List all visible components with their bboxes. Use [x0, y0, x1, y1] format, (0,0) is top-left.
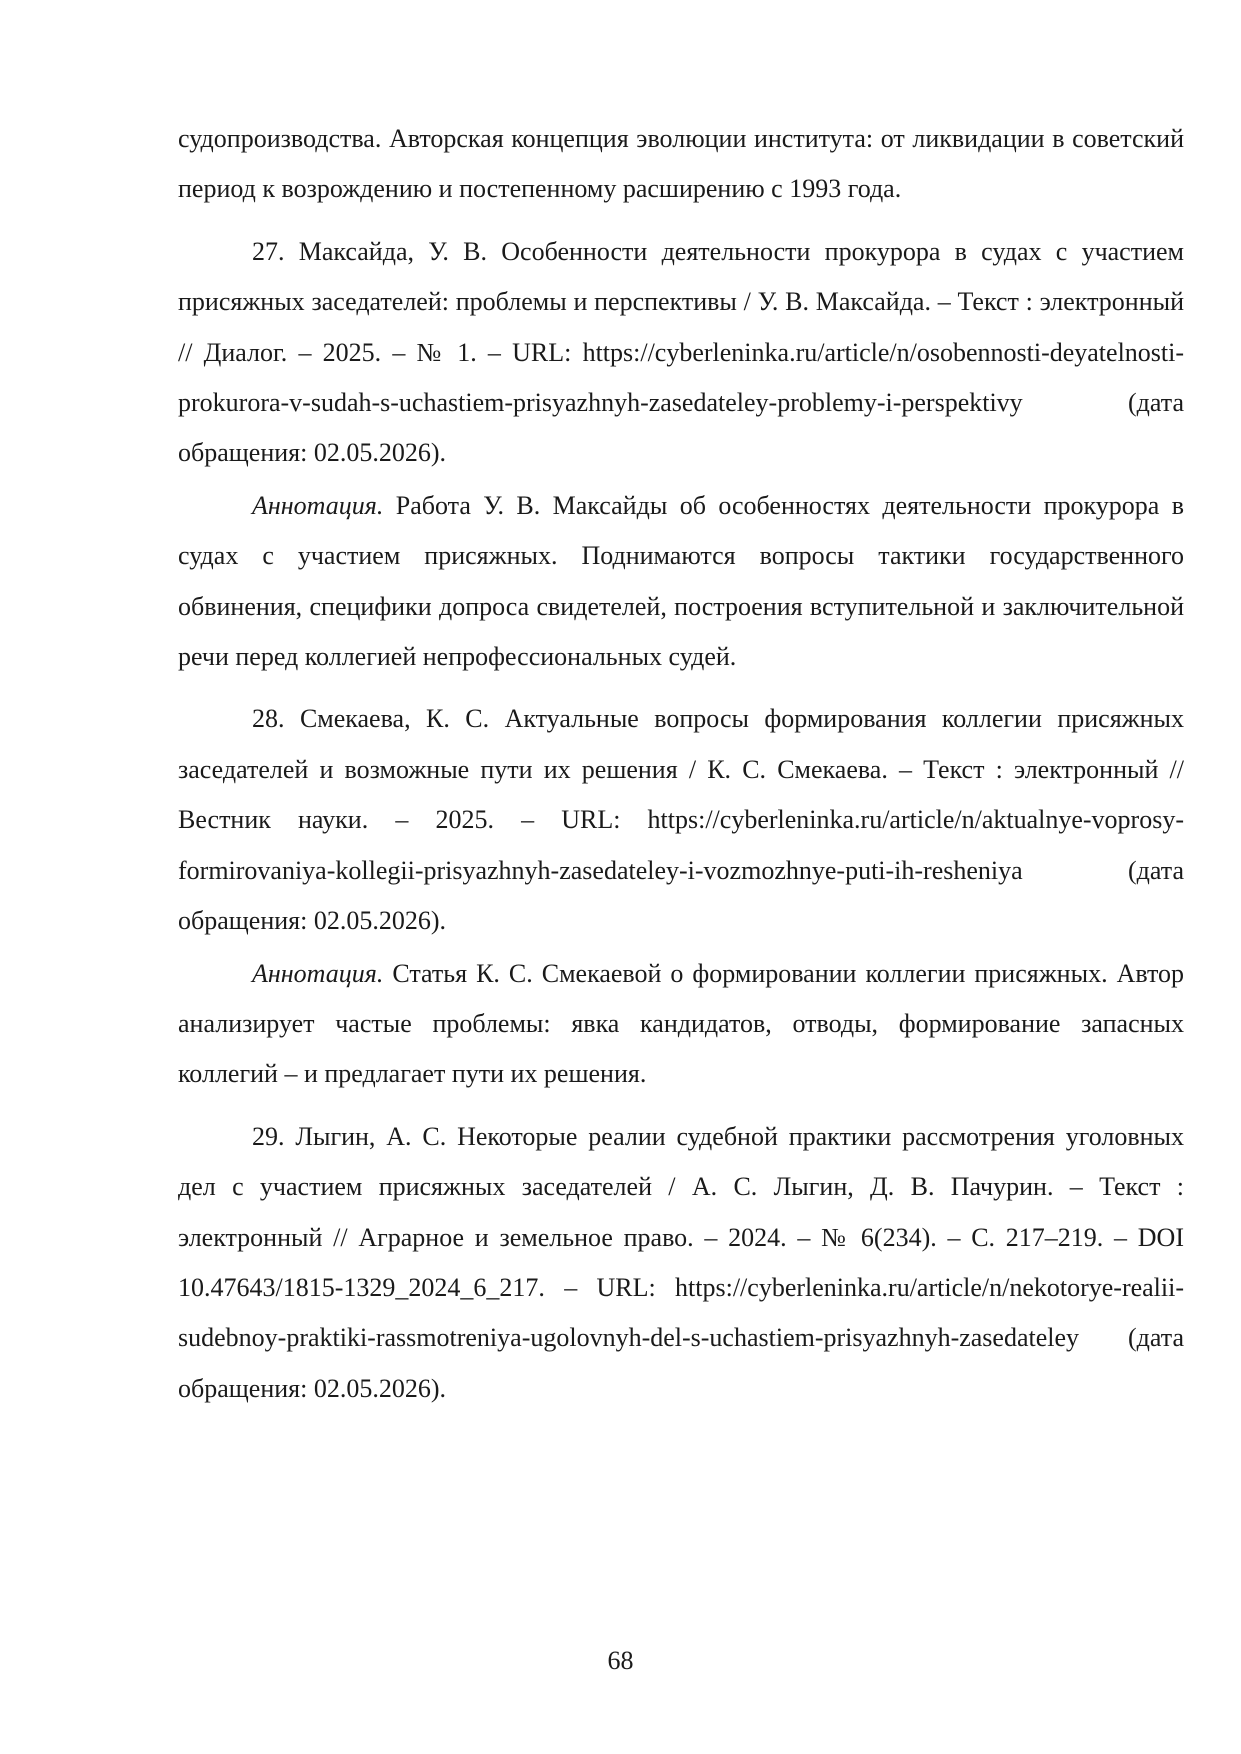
entry-url: https://cyberleninka.ru/article/n/osobennosti-deyatelnosti-prokurora-v-sudah-s-uchastiem-prisyazhnyh-zasedateley-problemy-i-perspektivy — [178, 337, 1185, 418]
entry-access-date: (дата обращения: 02.05.2026). — [178, 388, 1184, 468]
continuation-paragraph: судопроизводства. Авторская концепция эволюции института: от ликвидации в советский период к возрождению и постепенному расширению с 1993 года. — [178, 124, 1184, 204]
page-number: 68 — [607, 1646, 634, 1675]
annotation-label: Аннотация. — [252, 958, 384, 988]
entry-url: https://cyberleninka.ru/article/n/aktualnye-voprosy-formirovaniya-kollegii-prisyazhnyh-zasedateley-i-vozmozhnye-puti-ih-resheniya — [178, 805, 1184, 885]
annotation-text: Статья К. С. Смекаевой о формировании коллегии присяжных. Автор анализирует частые проблемы: явка кандидатов, отводы, формирование запасных коллегий – и предлагает пути их решения. — [178, 958, 1184, 1089]
bibliography-entry-27 — [178, 227, 1184, 479]
entry-access-date: (дата обращения: 02.05.2026). — [178, 1323, 1184, 1403]
annotation-text: Работа У. В. Максайды об особенностях деятельности прокурора в судах с участием присяжных. Поднимаются вопросы тактики государственного обвинения, специфики допроса свидетелей, построения вступительной и заключительной речи перед коллегией непрофессиональных судей. — [178, 490, 1185, 672]
entry-url: https://cyberleninka.ru/article/n/nekotorye-realii-sudebnoy-praktiki-rassmotreniya-ugolovnyh-del-s-uchastiem-prisyazhnyh-zasedateley — [178, 1272, 1185, 1353]
bibliography-entry-28 — [178, 694, 1184, 946]
bibliography-text — [178, 114, 1184, 1416]
entry-main: 29. Лыгин, А. С. Некоторые реалии судебной практики рассмотрения уголовных дел с участием присяжных заседателей / А. С. Лыгин, Д. В. Пачурин. – Текст : электронный // Аграрное и земельное право. – 2024. – № 6(234). – С. 217–219. – DOI 10.47643/1815-1329_2024_6_217. – URL: — [178, 1121, 1184, 1302]
entry-main: 28. Смекаева, К. С. Актуальные вопросы формирования коллегии присяжных заседателей и возможные пути их решения / К. С. Смекаева. – Текст : электронный // Вестник науки. – 2025. – URL: — [178, 704, 1184, 835]
entry-main: 27. Максайда, У. В. Особенности деятельности прокурора в судах с участием присяжных заседателей: проблемы и перспективы / У. В. Максайда. – Текст : электронный // Диалог. – 2025. – № 1. – URL: — [178, 236, 1184, 367]
annotation-label: Аннотация. — [252, 490, 384, 520]
annotation-27 — [178, 481, 1184, 683]
annotation-28 — [178, 949, 1184, 1100]
bibliography-entry-29 — [178, 1112, 1184, 1414]
entry-access-date: (дата обращения: 02.05.2026). — [178, 855, 1184, 936]
